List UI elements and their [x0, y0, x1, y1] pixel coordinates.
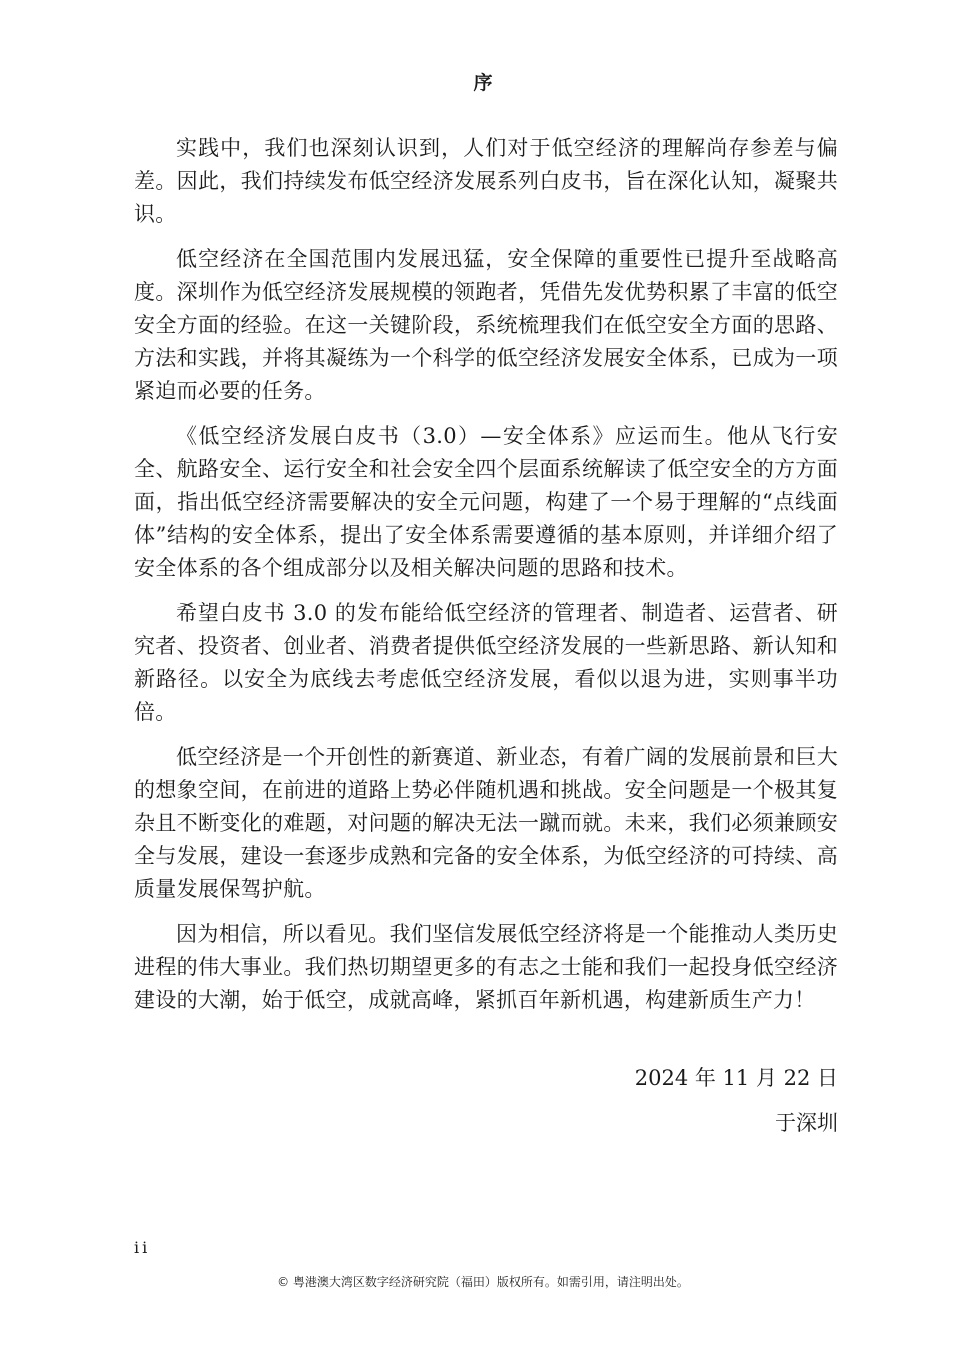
paragraph-1: 实践中，我们也深刻认识到，人们对于低空经济的理解尚存参差与偏差。因此，我们持续发布低空经济发展系列白皮书，旨在深化认知，凝聚共识。: [134, 136, 838, 226]
paragraph-2: 低空经济在全国范围内发展迅猛，安全保障的重要性已提升至战略高度。深圳作为低空经济发展规模的领跑者，凭借先发优势积累了丰富的低空安全方面的经验。在这一关键阶段，系统梳理我们在低空安全方面的思路、方法和实践，并将其凝练为一个科学的低空经济发展安全体系，已成为一项紧迫而必要的任务。: [134, 247, 838, 403]
page-title: 序: [473, 72, 493, 94]
signoff-place: 于深圳: [775, 1111, 838, 1135]
paragraph-4: 希望白皮书 3.0 的发布能给低空经济的管理者、制造者、运营者、研究者、投资者、创业者、消费者提供低空经济发展的一些新思路、新认知和新路径。以安全为底线去考虑低空经济发展，看似以退为进，实则事半功倍。: [134, 601, 838, 724]
preface-body: [134, 132, 838, 1029]
signoff-date: 2024 年 11 月 22 日: [634, 1066, 838, 1090]
paragraph-3: 《低空经济发展白皮书（3.0）—安全体系》应运而生。他从飞行安全、航路安全、运行安全和社会安全四个层面系统解读了低空安全的方方面面，指出低空经济需要解决的安全元问题，构建了一个易于理解的“点线面体”结构的安全体系，提出了安全体系需要遵循的基本原则，并详细介绍了安全体系的各个组成部分以及相关解决问题的思路和技术。: [134, 424, 838, 580]
signoff: [635, 1062, 838, 1152]
paragraph-6: 因为相信，所以看见。我们坚信发展低空经济将是一个能推动人类历史进程的伟大事业。我们热切期望更多的有志之士能和我们一起投身低空经济建设的大潮，始于低空，成就高峰，紧抓百年新机遇，构建新质生产力！: [134, 922, 838, 1012]
paragraph-5: 低空经济是一个开创性的新赛道、新业态，有着广阔的发展前景和巨大的想象空间，在前进的道路上势必伴随机遇和挑战。安全问题是一个极其复杂且不断变化的难题，对问题的解决无法一蹴而就。未来，我们必须兼顾安全与发展，建设一套逐步成熟和完备的安全体系，为低空经济的可持续、高质量发展保驾护航。: [134, 745, 838, 901]
page-number: ii: [134, 1238, 151, 1257]
copyright-footer: © 粤港澳大湾区数字经济研究院（福田）版权所有。如需引用，请注明出处。: [277, 1275, 689, 1289]
